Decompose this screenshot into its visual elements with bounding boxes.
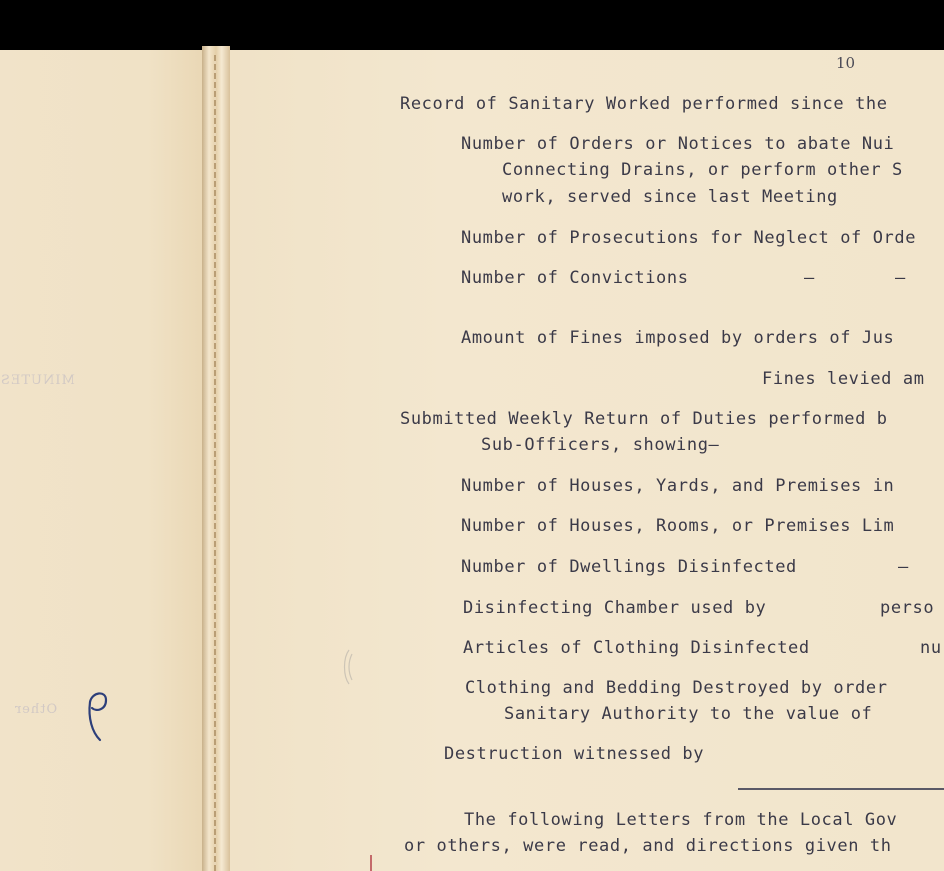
- dash: –: [895, 268, 906, 288]
- line-sanitary-authority: Sanitary Authority to the value of: [504, 704, 873, 724]
- signature-rule: [738, 788, 944, 790]
- section-heading-weekly: Submitted Weekly Return of Duties performed b: [400, 409, 888, 429]
- line-prosecutions: Number of Prosecutions for Neglect of Orde: [461, 228, 917, 248]
- line-clothing-right: nu: [920, 638, 942, 658]
- line-bedding: Clothing and Bedding Destroyed by order: [465, 678, 888, 698]
- line-drains: Connecting Drains, or perform other S: [502, 160, 903, 180]
- dash: –: [804, 268, 815, 288]
- dash: –: [898, 557, 909, 577]
- line-fines-imposed: Amount of Fines imposed by orders of Jus: [461, 328, 895, 348]
- line-houses-yards: Number of Houses, Yards, and Premises in: [461, 476, 895, 496]
- line-letters: The following Letters from the Local Gov: [464, 810, 898, 830]
- book-spine: [202, 46, 230, 871]
- line-destruction: Destruction witnessed by: [444, 744, 705, 764]
- bleed-through-text: Other: [14, 702, 58, 717]
- margin-mark: [370, 855, 372, 871]
- bleed-through-text: MINUTES: [0, 373, 75, 388]
- line-chamber-right: perso: [880, 598, 935, 618]
- line-houses-rooms: Number of Houses, Rooms, or Premises Lim: [461, 516, 895, 536]
- paper-blemish: [340, 648, 358, 686]
- pencil-mark: [84, 688, 112, 744]
- line-fines-levied: Fines levied am: [762, 369, 925, 389]
- line-directions: or others, were read, and directions given th: [404, 836, 892, 856]
- line-work: work, served since last Meeting: [502, 187, 838, 207]
- section-heading: Record of Sanitary Worked performed since the: [400, 94, 888, 114]
- spine-stitching: [214, 55, 216, 871]
- page-number: 10: [836, 54, 856, 72]
- left-page: [0, 50, 210, 871]
- line-chamber: Disinfecting Chamber used by: [463, 598, 767, 618]
- line-sub-officers: Sub-Officers, showing—: [481, 435, 720, 455]
- top-black-border: [0, 0, 944, 50]
- line-convictions: Number of Convictions: [461, 268, 689, 288]
- line-clothing: Articles of Clothing Disinfected: [463, 638, 810, 658]
- line-dwellings: Number of Dwellings Disinfected: [461, 557, 797, 577]
- line-orders: Number of Orders or Notices to abate Nui: [461, 134, 895, 154]
